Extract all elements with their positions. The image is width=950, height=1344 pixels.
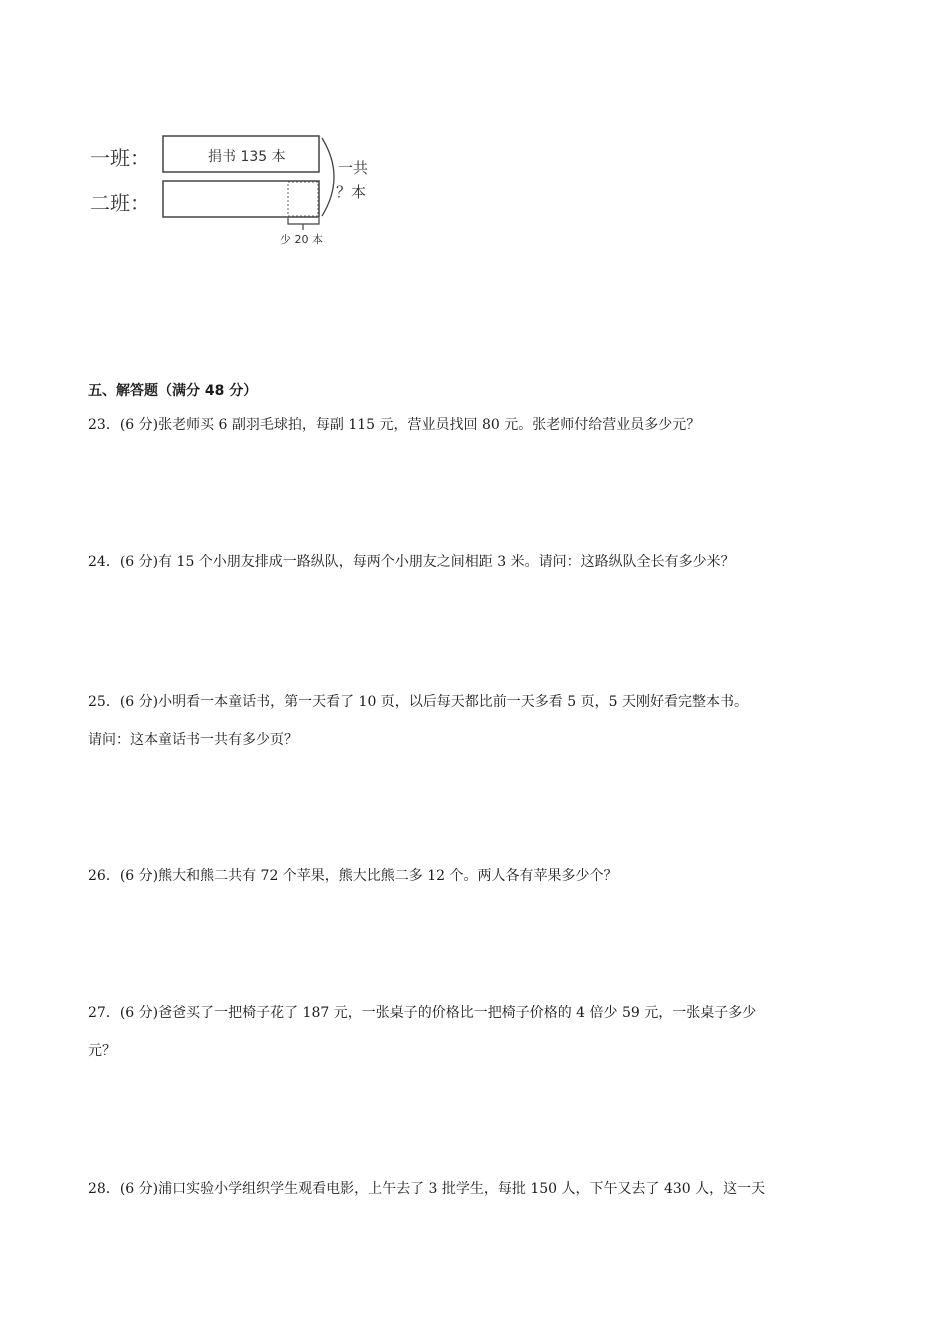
line-segment-diagram — [90, 125, 390, 250]
question-line: 请问：这本童话书一共有多少页？ — [88, 732, 298, 748]
question-25 — [88, 683, 868, 759]
question-line: 24．(6 分)有 15 个小朋友排成一路纵队，每两个小朋友之间相距 3 米。请问：这路纵队全长有多少米？ — [88, 554, 735, 570]
question-28 — [88, 1170, 868, 1208]
class1-bar-text: 捐书 135 本 — [208, 149, 286, 165]
question-line: 27．(6 分)爸爸买了一把椅子花了 187 元，一张桌子的价格比一把椅子价格的 4 倍少 59 元，一张桌子多少 — [88, 1005, 757, 1021]
difference-bracket — [288, 218, 319, 230]
difference-label: 少 20 本 — [280, 233, 323, 246]
class1-label: 一班： — [90, 146, 150, 170]
section-title: 五、解答题（满分 48 分） — [88, 383, 258, 399]
question-line: 23．(6 分)张老师买 6 副羽毛球拍，每副 115 元，营业员找回 80 元。张老师付给营业员多少元？ — [88, 417, 701, 433]
total-brace — [322, 138, 334, 216]
total-label-line1: 一共 — [338, 159, 369, 177]
question-24 — [88, 543, 868, 581]
question-line: 28．(6 分)浦口实验小学组织学生观看电影，上午去了 3 批学生，每批 150 人，下午又去了 430 人，这一天 — [88, 1181, 766, 1197]
question-line: 元？ — [88, 1043, 116, 1059]
total-label-line2: ？本 — [336, 183, 367, 201]
question-27 — [88, 994, 868, 1070]
class2-bar — [163, 181, 319, 217]
question-line: 26．(6 分)熊大和熊二共有 72 个苹果，熊大比熊二多 12 个。两人各有苹果多少个？ — [88, 868, 618, 884]
question-26 — [88, 857, 868, 895]
question-line: 25．(6 分)小明看一本童话书，第一天看了 10 页，以后每天都比前一天多看 5 页，5 天刚好看完整本书。 — [88, 694, 748, 710]
difference-segment — [288, 182, 318, 216]
class2-label: 二班： — [90, 191, 150, 215]
question-23 — [88, 406, 868, 444]
